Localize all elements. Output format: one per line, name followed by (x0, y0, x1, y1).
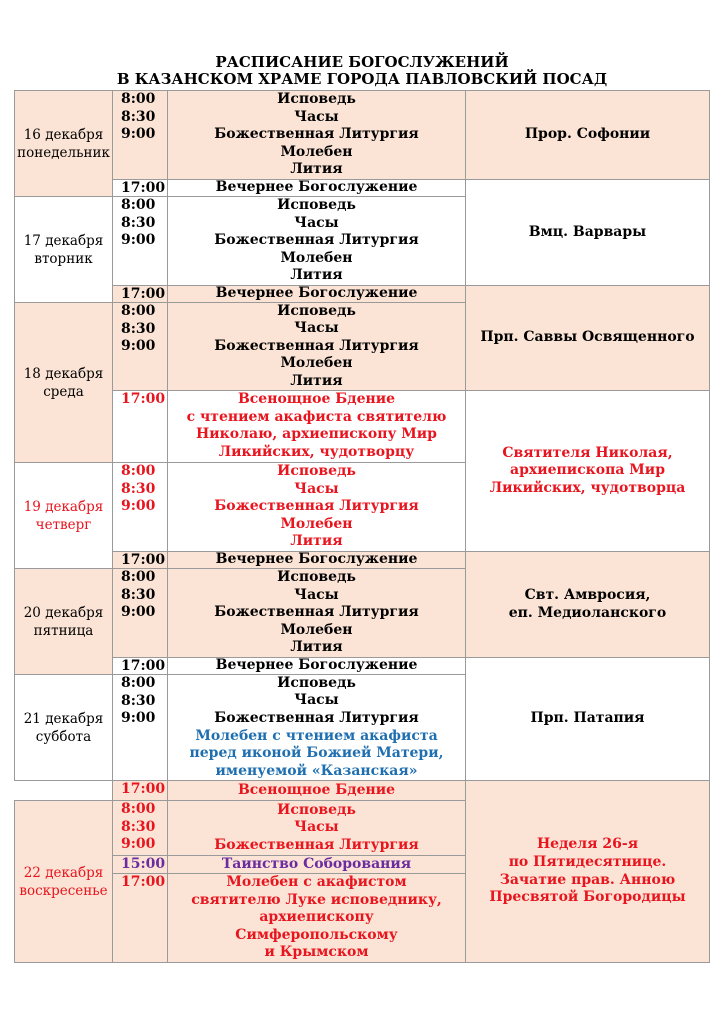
weekday-label: четверг (35, 516, 92, 533)
weekday-label: среда (43, 383, 84, 400)
feast-cell-21 (465, 657, 710, 781)
service-label: Исповедь (277, 801, 356, 818)
date-label: 20 декабря (23, 604, 104, 621)
time-label: 8:30 (121, 586, 156, 603)
date-cell-21 (14, 674, 113, 781)
feast-label: Свт. Амвросия, (524, 586, 651, 603)
time-cell (112, 855, 168, 874)
service-label: Часы (294, 214, 339, 231)
service-label: Молебен с акафистом (226, 874, 407, 890)
time-cell (112, 568, 168, 658)
date-label: 21 декабря (23, 710, 104, 727)
date-label: 17 декабря (23, 232, 104, 249)
time-label: 8:00 (121, 197, 156, 213)
service-label: Часы (294, 320, 339, 337)
date-cell-22 (14, 800, 113, 963)
time-label: 8:30 (121, 480, 156, 497)
service-cell (167, 302, 466, 391)
service-cell (167, 90, 466, 180)
feast-label: Зачатие прав. Анною (499, 871, 676, 888)
time-label: 8:00 (121, 569, 156, 585)
time-label: 8:30 (121, 214, 156, 231)
service-label: Вечернее Богослужение (215, 285, 418, 302)
service-cell (167, 674, 466, 781)
service-label: архиепископу (259, 909, 374, 926)
weekday-label: воскресенье (19, 882, 108, 899)
time-label: 8:00 (121, 303, 156, 319)
time-label: 17:00 (121, 391, 166, 407)
time-cell (112, 674, 168, 781)
service-label: Исповедь (277, 91, 356, 108)
time-cell (112, 285, 168, 303)
service-label: Исповедь (277, 674, 356, 691)
date-label: 18 декабря (23, 365, 104, 382)
time-label: 8:00 (121, 91, 156, 107)
service-label: Лития (290, 267, 343, 284)
time-label: 9:00 (121, 604, 156, 621)
service-label: Исповедь (277, 569, 356, 586)
date-cell-19 (14, 462, 113, 569)
date-cell-17 (14, 196, 113, 303)
service-label: Божественная Литургия (214, 836, 419, 853)
date-label: 16 декабря (23, 126, 104, 143)
time-label: 9:00 (121, 836, 156, 853)
time-label: 17:00 (121, 658, 166, 674)
feast-label: Пресвятой Богородицы (489, 889, 686, 906)
feast-cell-19 (465, 390, 710, 552)
service-label: Божественная Литургия (214, 232, 419, 249)
service-label: Молебен (280, 249, 353, 266)
time-label: 8:00 (121, 675, 156, 691)
service-label: Исповедь (277, 302, 356, 319)
service-cell (167, 196, 466, 286)
service-label: Часы (294, 692, 339, 709)
time-cell (112, 90, 168, 180)
service-label: Николаю, архиепископу Мир (196, 426, 437, 443)
service-label: Вечернее Богослужение (215, 551, 418, 568)
service-label: Молебен (280, 355, 353, 372)
service-cell (167, 179, 466, 197)
service-label: Божественная Литургия (214, 337, 419, 354)
service-label: Божественная Литургия (214, 498, 419, 515)
service-cell (167, 285, 466, 303)
time-label: 9:00 (121, 338, 156, 355)
service-label: Божественная Литургия (214, 604, 419, 621)
service-label: именуемой «Казанская» (215, 762, 418, 779)
feast-label: Святителя Николая, (502, 444, 673, 461)
service-cell-unction (167, 855, 466, 874)
date-cell-18 (14, 302, 113, 463)
service-label: Таинство Соборования (221, 855, 412, 872)
feast-label: Прп. Саввы Освященного (480, 329, 695, 346)
service-label: Молебен (280, 515, 353, 532)
feast-cell-17 (465, 179, 710, 286)
service-label: Всенощное Бдение (237, 781, 396, 798)
service-label: Исповедь (277, 463, 356, 480)
service-cell-vigil (167, 780, 466, 801)
service-cell-vigil (167, 390, 466, 463)
service-label: Лития (290, 639, 343, 656)
time-cell (112, 800, 168, 856)
feast-label: по Пятидесятнице. (508, 853, 667, 870)
time-label: 8:00 (121, 801, 156, 817)
service-label: Молебен с чтением акафиста (195, 727, 438, 744)
service-label: Исповедь (277, 197, 356, 214)
feast-label: Неделя 26-я (536, 836, 639, 853)
feast-label: Прп. Патапия (530, 710, 645, 727)
service-label: Молебен (280, 621, 353, 638)
feast-label: архиепископа Мир (510, 462, 665, 479)
time-cell (112, 302, 168, 391)
date-cell-16 (14, 90, 113, 197)
service-label: Часы (294, 108, 339, 125)
time-label: 9:00 (121, 710, 156, 727)
time-label: 8:30 (121, 108, 156, 125)
service-label: Божественная Литургия (214, 126, 419, 143)
feast-label: еп. Медиоланского (508, 604, 667, 621)
service-label: Часы (294, 819, 339, 836)
page-title-line1: РАСПИСАНИЕ БОГОСЛУЖЕНИЙ (215, 53, 509, 71)
service-cell (167, 657, 466, 675)
feast-label: Ликийских, чудотворца (489, 479, 686, 496)
service-label: Лития (290, 161, 343, 178)
time-label: 17:00 (121, 180, 166, 196)
time-cell (112, 780, 168, 801)
feast-label: Вмц. Варвары (528, 223, 647, 240)
service-label: перед иконой Божией Матери, (189, 745, 444, 762)
time-cell (112, 196, 168, 286)
service-label: Симферопольскому (235, 926, 398, 943)
time-label: 17:00 (121, 552, 166, 568)
service-label: Вечернее Богослужение (215, 179, 418, 196)
time-label: 8:30 (121, 692, 156, 709)
service-label: с чтением акафиста святителю (186, 408, 447, 425)
time-label: 17:00 (121, 874, 166, 890)
service-label: Всенощное Бдение (237, 391, 396, 407)
date-label: 22 декабря (23, 864, 104, 881)
service-label: Лития (290, 372, 343, 389)
feast-cell-22 (465, 780, 710, 963)
service-cell (167, 462, 466, 552)
time-cell (112, 873, 168, 963)
time-cell (112, 657, 168, 675)
time-label: 17:00 (121, 286, 166, 302)
time-cell (112, 179, 168, 197)
weekday-label: вторник (34, 250, 93, 267)
service-label: и Крымском (264, 944, 369, 961)
time-label: 17:00 (121, 781, 166, 797)
service-label: Вечернее Богослужение (215, 657, 418, 674)
weekday-label: пятница (33, 622, 94, 639)
time-label: 9:00 (121, 126, 156, 143)
date-cell-20 (14, 568, 113, 675)
service-label: Часы (294, 480, 339, 497)
feast-label: Прор. Софонии (524, 126, 651, 143)
time-label: 8:00 (121, 463, 156, 479)
weekday-label: суббота (35, 728, 92, 745)
time-cell (112, 462, 168, 552)
time-label: 9:00 (121, 232, 156, 249)
service-cell-moleben-luka (167, 873, 466, 963)
weekday-label: понедельник (17, 144, 110, 161)
time-cell (112, 551, 168, 569)
service-label: Молебен (280, 143, 353, 160)
service-label: Божественная Литургия (214, 709, 419, 726)
feast-cell-18 (465, 285, 710, 391)
time-label: 8:30 (121, 320, 156, 337)
page-title-line2: В КАЗАНСКОМ ХРАМЕ ГОРОДА ПАВЛОВСКИЙ ПОСАД (116, 70, 608, 88)
time-label: 8:30 (121, 818, 156, 835)
service-cell (167, 568, 466, 658)
time-label: 15:00 (121, 856, 166, 872)
service-cell (167, 551, 466, 569)
feast-cell-16 (465, 90, 710, 180)
time-cell (112, 390, 168, 463)
service-label: святителю Луке исповеднику, (191, 891, 442, 908)
service-label: Ликийских, чудотворцу (218, 443, 415, 460)
feast-cell-20 (465, 551, 710, 658)
time-label: 9:00 (121, 498, 156, 515)
date-label: 19 декабря (23, 498, 104, 515)
service-cell (167, 800, 466, 856)
service-label: Лития (290, 533, 343, 550)
service-label: Часы (294, 586, 339, 603)
